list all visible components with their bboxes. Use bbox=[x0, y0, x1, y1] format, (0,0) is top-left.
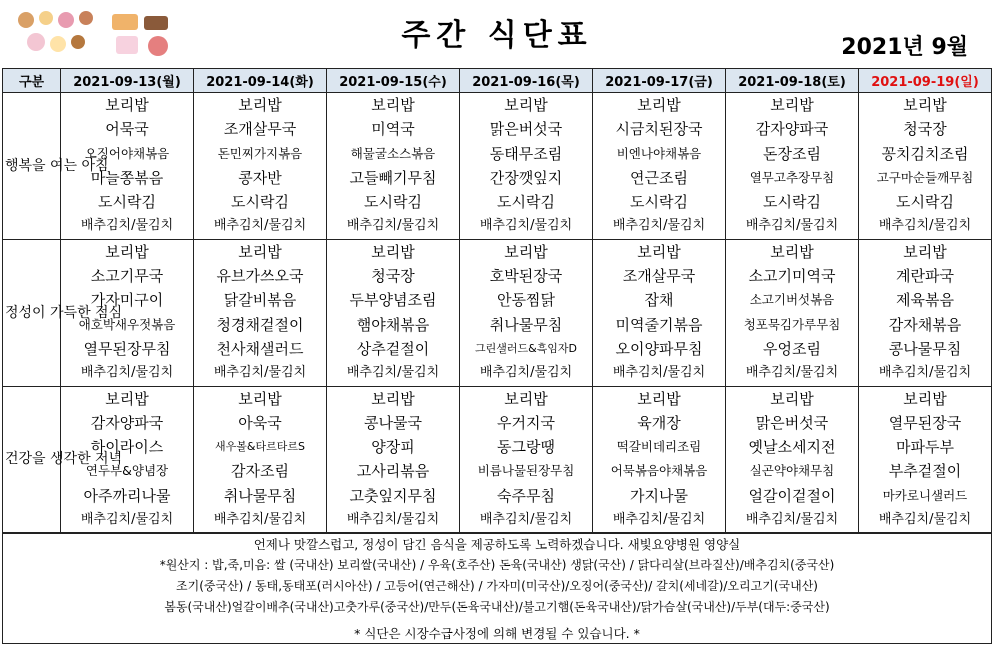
dish-item: 보리밥 bbox=[371, 389, 415, 408]
dish-item: 보리밥 bbox=[105, 389, 149, 408]
dish-item: 배추김치/물김치 bbox=[745, 365, 839, 381]
dish-item: 배추김치/물김치 bbox=[612, 512, 706, 528]
dish-item: 우엉조림 bbox=[763, 339, 821, 358]
dish-item: 안동찜닭 bbox=[497, 291, 555, 310]
meal-label: 정성이 가득한 점심 bbox=[3, 239, 61, 386]
menu-cell bbox=[61, 239, 194, 386]
menu-cell bbox=[593, 239, 726, 386]
meal-row bbox=[3, 93, 992, 240]
dish-item: 배추김치/물김치 bbox=[346, 218, 440, 234]
dish-item: 고사리볶음 bbox=[356, 462, 430, 481]
dish-item: 오이양파무침 bbox=[615, 339, 703, 358]
dish-item: 보리밥 bbox=[770, 389, 814, 408]
dish-item: 소고기무국 bbox=[90, 267, 164, 286]
dish-item: 조개살무국 bbox=[622, 267, 696, 286]
dish-item: 감자양파국 bbox=[755, 120, 829, 139]
dish-item: 연두부&양념장 bbox=[85, 463, 169, 479]
dish-item: 얼갈이겉절이 bbox=[748, 486, 836, 505]
dish-item: 청국장 bbox=[903, 120, 947, 139]
dish-item: 아주까리나물 bbox=[83, 486, 171, 505]
dish-item: 양장피 bbox=[371, 438, 415, 457]
meal-row bbox=[3, 386, 992, 533]
dish-item: 해물굴소스볶음 bbox=[350, 145, 436, 161]
dish-item: 유브가쓰오국 bbox=[216, 267, 304, 286]
origin-line-2: 조기(중국산) / 동태,동태포(러시아산) / 고등어(연근해산) / 가자미(미국산)/오징어(중국산)/ 갈치(세네갈)/오리고기(국내산) bbox=[176, 579, 818, 593]
dish-item: 배추김치/물김치 bbox=[745, 218, 839, 234]
dish-item: 보리밥 bbox=[770, 96, 814, 114]
menu-cell bbox=[859, 386, 992, 533]
dish-item: 미역국 bbox=[371, 120, 415, 139]
dish-item: 배추김치/물김치 bbox=[479, 365, 573, 381]
dish-item: 제육볶음 bbox=[896, 291, 954, 310]
dish-item: 고들빼기무침 bbox=[349, 168, 437, 187]
dish-item: 배추김치/물김치 bbox=[213, 365, 307, 381]
footer-notice: 언제나 맛깔스럽고, 정성이 담긴 음식을 제공하도록 노력하겠습니다. 새빛요양병원 영양실 bbox=[253, 537, 741, 552]
dish-item: 보리밥 bbox=[504, 242, 548, 261]
dish-item: 그린샐러드&흑임자D bbox=[474, 341, 578, 355]
dish-item: 배추김치/물김치 bbox=[878, 512, 972, 528]
dish-item: 열무된장국 bbox=[888, 413, 962, 432]
weekly-menu-table bbox=[2, 68, 992, 533]
dish-item: 실곤약야채무침 bbox=[749, 463, 835, 479]
dish-item: 도시락김 bbox=[630, 193, 688, 212]
dish-item: 보리밥 bbox=[504, 389, 548, 408]
dish-item: 비엔나야채볶음 bbox=[616, 145, 702, 161]
dish-item: 보리밥 bbox=[637, 242, 681, 261]
dish-item: 닭갈비볶음 bbox=[223, 291, 297, 310]
menu-cell bbox=[327, 386, 460, 533]
dish-item: 천사채샐러드 bbox=[216, 339, 304, 358]
dish-item: 하이라이스 bbox=[90, 438, 164, 457]
menu-cell bbox=[593, 93, 726, 240]
dish-item: 부추겉절이 bbox=[888, 462, 962, 481]
dish-item: 어묵볶음야채볶음 bbox=[610, 463, 708, 479]
menu-cell bbox=[460, 386, 593, 533]
date-header: 2021-09-19(일) bbox=[859, 69, 992, 93]
dish-item: 도시락김 bbox=[896, 193, 954, 212]
dish-item: 어묵국 bbox=[105, 120, 149, 139]
dish-item: 보리밥 bbox=[238, 242, 282, 261]
dish-item: 배추김치/물김치 bbox=[612, 218, 706, 234]
dish-item: 비름나물된장무침 bbox=[477, 463, 575, 479]
menu-cell bbox=[194, 386, 327, 533]
dish-item: 보리밥 bbox=[238, 96, 282, 114]
dish-item: 보리밥 bbox=[504, 96, 548, 114]
dish-item: 콩나물국 bbox=[364, 413, 422, 432]
dish-item: 보리밥 bbox=[637, 96, 681, 114]
dish-item: 배추김치/물김치 bbox=[745, 512, 839, 528]
dish-item: 두부양념조림 bbox=[349, 291, 437, 310]
dish-item: 마파두부 bbox=[896, 438, 954, 457]
meal-label: 행복을 여는 아침 bbox=[3, 93, 61, 240]
dish-item: 고구마순들깨무침 bbox=[876, 169, 974, 185]
menu-cell bbox=[726, 386, 859, 533]
date-header: 2021-09-16(목) bbox=[460, 69, 593, 93]
dish-item: 보리밥 bbox=[903, 96, 947, 114]
date-header: 2021-09-15(수) bbox=[327, 69, 460, 93]
menu-cell bbox=[859, 93, 992, 240]
meal-label: 건강을 생각한 저녁 bbox=[3, 386, 61, 533]
dish-item: 콩자반 bbox=[238, 168, 282, 187]
dish-item: 배추김치/물김치 bbox=[80, 365, 174, 381]
dish-item: 미역줄기볶음 bbox=[615, 315, 703, 334]
dish-item: 청경채겉절이 bbox=[216, 315, 304, 334]
menu-cell bbox=[460, 93, 593, 240]
change-notice: * 식단은 시장수급사정에 의해 변경될 수 있습니다. * bbox=[354, 626, 640, 641]
dish-item: 도시락김 bbox=[98, 193, 156, 212]
dish-item: 배추김치/물김치 bbox=[479, 512, 573, 528]
dish-item: 옛날소세지전 bbox=[748, 438, 836, 457]
dish-item: 마늘쫑볶음 bbox=[90, 168, 164, 187]
dish-item: 배추김치/물김치 bbox=[80, 512, 174, 528]
date-header: 2021-09-14(화) bbox=[194, 69, 327, 93]
dish-item: 고춧잎지무침 bbox=[349, 486, 437, 505]
dish-item: 보리밥 bbox=[903, 242, 947, 261]
dish-item: 도시락김 bbox=[364, 193, 422, 212]
dish-item: 조개살무국 bbox=[223, 120, 297, 139]
dish-item: 배추김치/물김치 bbox=[878, 365, 972, 381]
dish-item: 맑은버섯국 bbox=[489, 120, 563, 139]
dish-item: 보리밥 bbox=[903, 389, 947, 408]
dish-item: 배추김치/물김치 bbox=[878, 218, 972, 234]
dish-item: 가자미구이 bbox=[90, 291, 164, 310]
dish-item: 감자조림 bbox=[231, 462, 289, 481]
date-header-row bbox=[3, 69, 992, 93]
dish-item: 아욱국 bbox=[238, 413, 282, 432]
dish-item: 도시락김 bbox=[231, 193, 289, 212]
menu-cell bbox=[859, 239, 992, 386]
dish-item: 소고기미역국 bbox=[748, 267, 836, 286]
menu-cell bbox=[726, 239, 859, 386]
corner-label: 구분 bbox=[3, 69, 61, 93]
origin-line-1: *원산지 : 밥,죽,미음: 쌀 (국내산) 보리쌀(국내산) / 우육(호주산) 돈육(국내산) 생닭(국산) / 닭다리살(브라질산)/배추김치(중국산) bbox=[159, 558, 835, 572]
dish-item: 배추김치/물김치 bbox=[213, 218, 307, 234]
dish-item: 돈장조림 bbox=[763, 144, 821, 163]
dish-item: 맑은버섯국 bbox=[755, 413, 829, 432]
menu-cell bbox=[194, 239, 327, 386]
dish-item: 계란파국 bbox=[896, 267, 954, 286]
dish-item: 동그랑땡 bbox=[497, 438, 555, 457]
page-title: 주간 식단표 bbox=[401, 18, 593, 53]
page-header bbox=[0, 0, 994, 66]
menu-cell bbox=[593, 386, 726, 533]
dish-item: 감자채볶음 bbox=[888, 315, 962, 334]
dish-item: 햄야채볶음 bbox=[356, 315, 430, 334]
dish-item: 열무된장무침 bbox=[83, 339, 171, 358]
dish-item: 취나물무침 bbox=[223, 486, 297, 505]
dish-item: 시금치된장국 bbox=[615, 120, 703, 139]
dish-item: 청국장 bbox=[371, 267, 415, 286]
menu-cell bbox=[327, 93, 460, 240]
dish-item: 열무고추장무침 bbox=[749, 169, 835, 185]
dish-item: 소고기버섯볶음 bbox=[749, 292, 835, 308]
menu-cell bbox=[460, 239, 593, 386]
dish-item: 배추김치/물김치 bbox=[479, 218, 573, 234]
dish-item: 간장깻잎지 bbox=[489, 168, 563, 187]
dish-item: 보리밥 bbox=[371, 242, 415, 261]
dish-item: 보리밥 bbox=[238, 389, 282, 408]
date-header: 2021-09-18(토) bbox=[726, 69, 859, 93]
dish-item: 떡갈비데리조림 bbox=[616, 439, 702, 455]
dish-item: 동태무조림 bbox=[489, 144, 563, 163]
dish-item: 마카로니샐러드 bbox=[882, 487, 968, 503]
dish-item: 보리밥 bbox=[637, 389, 681, 408]
date-header: 2021-09-17(금) bbox=[593, 69, 726, 93]
dish-item: 잡채 bbox=[644, 291, 674, 310]
menu-cell bbox=[726, 93, 859, 240]
dish-item: 배추김치/물김치 bbox=[213, 512, 307, 528]
dish-item: 돈민찌가지볶음 bbox=[217, 145, 303, 161]
dish-item: 보리밥 bbox=[105, 96, 149, 114]
dish-item: 호박된장국 bbox=[489, 267, 563, 286]
meal-row bbox=[3, 239, 992, 386]
dish-item: 오징어야채볶음 bbox=[84, 145, 170, 161]
dish-item: 도시락김 bbox=[497, 193, 555, 212]
dish-item: 숙주무침 bbox=[497, 486, 555, 505]
dish-item: 육개장 bbox=[637, 413, 681, 432]
dish-item: 보리밥 bbox=[105, 242, 149, 261]
dish-item: 취나물무침 bbox=[489, 315, 563, 334]
dish-item: 도시락김 bbox=[763, 193, 821, 212]
dish-item: 꽁치김치조림 bbox=[881, 144, 969, 163]
dish-item: 연근조림 bbox=[630, 168, 688, 187]
menu-cell bbox=[327, 239, 460, 386]
date-header: 2021-09-13(월) bbox=[61, 69, 194, 93]
menu-cell bbox=[194, 93, 327, 240]
dish-item: 애호박새우젓볶음 bbox=[78, 316, 176, 332]
dish-item: 보리밥 bbox=[371, 96, 415, 114]
dish-item: 가지나물 bbox=[630, 486, 688, 505]
dish-item: 감자양파국 bbox=[90, 413, 164, 432]
dish-item: 상추겉절이 bbox=[356, 339, 430, 358]
year-month: 2021년 9월 bbox=[841, 35, 968, 60]
dish-item: 배추김치/물김치 bbox=[612, 365, 706, 381]
dish-item: 배추김치/물김치 bbox=[346, 365, 440, 381]
dish-item: 청포묵김가루무침 bbox=[743, 316, 841, 332]
dish-item: 우거지국 bbox=[497, 413, 555, 432]
origin-line-3: 봄동(국내산)얼갈이배추(국내산)고춧가루(중국산)/만두(돈육국내산)/불고기햄(돈육국내산)/닭가슴살(국내산)/두부(대두:중국산) bbox=[164, 600, 830, 614]
dish-item: 새우볼&타르타르S bbox=[215, 440, 305, 454]
dish-item: 배추김치/물김치 bbox=[346, 512, 440, 528]
dish-item: 배추김치/물김치 bbox=[80, 218, 174, 234]
dish-item: 콩나물무침 bbox=[888, 339, 962, 358]
dish-item: 보리밥 bbox=[770, 242, 814, 261]
